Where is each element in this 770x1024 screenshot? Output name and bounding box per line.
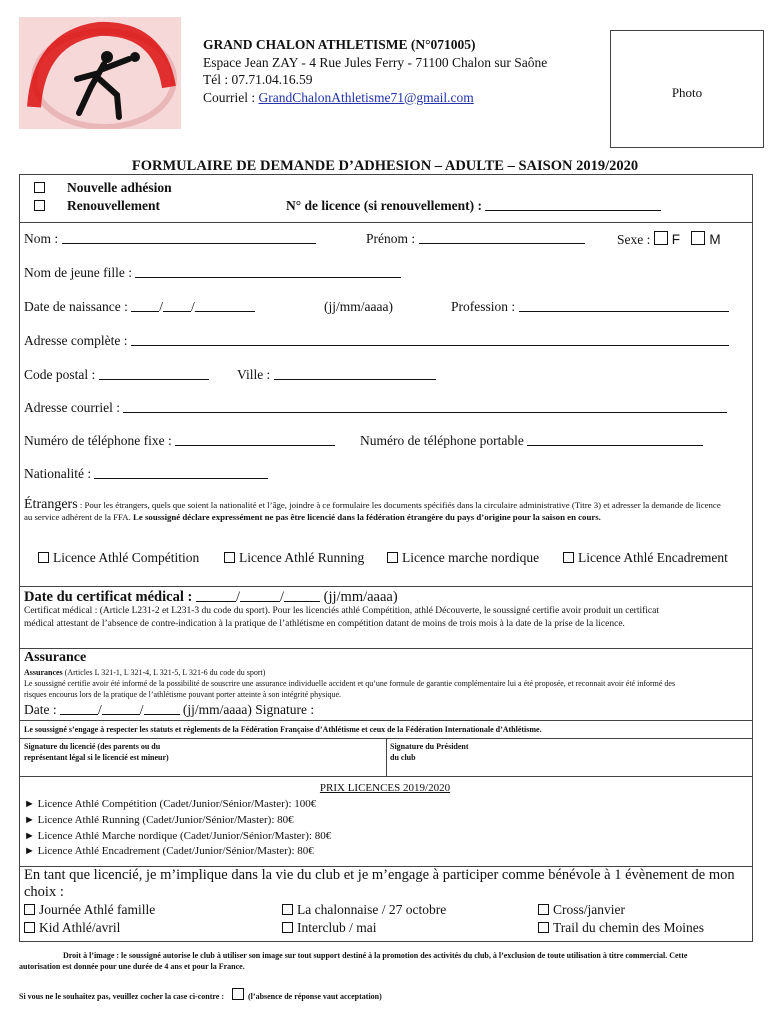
opt-out-label: Si vous ne le souhaitez pas, veuillez cocher la case ci-contre : — [19, 992, 225, 1001]
renewal-option[interactable] — [34, 198, 160, 214]
nom-field[interactable] — [24, 231, 316, 247]
prix-item-label: Licence Athlé Running (Cadet/Junior/Sénior/Master): 80€ — [37, 813, 294, 826]
club-email-link[interactable]: GrandChalonAthletisme71@gmail.com — [258, 89, 474, 105]
courriel-field[interactable] — [24, 400, 727, 416]
licence-competition-checkbox[interactable] — [38, 552, 49, 563]
licence-number-label: N° de licence (si renouvellement) : — [286, 198, 486, 213]
birth-year-blank[interactable] — [195, 299, 255, 312]
assurance-ref-bold: Assurances — [24, 668, 63, 677]
code-postal-field[interactable] — [24, 367, 209, 383]
arrow-right-icon: ► — [24, 798, 35, 810]
licence-number-field[interactable] — [286, 198, 661, 214]
licence-competition-label: Licence Athlé Compétition — [53, 550, 200, 565]
profession-field[interactable] — [451, 299, 729, 315]
divider — [19, 222, 753, 223]
licence-encadrement-checkbox[interactable] — [563, 552, 574, 563]
tel-portable-label: Numéro de téléphone portable — [360, 433, 528, 448]
licence-running-checkbox[interactable] — [224, 552, 235, 563]
licence-option-marche[interactable] — [387, 550, 539, 566]
renewal-checkbox[interactable] — [34, 200, 45, 211]
nom-blank[interactable] — [62, 231, 316, 244]
prix-item-label: Licence Athlé Encadrement (Cadet/Junior/Sénior/Master): 80€ — [37, 845, 314, 858]
arrow-right-icon: ► — [24, 813, 35, 826]
prix-item-label: Licence Athlé Compétition (Cadet/Junior/Sénior/Master): 100€ — [37, 798, 317, 810]
event-option[interactable] — [538, 902, 625, 918]
certificat-date-field[interactable]: Date du certificat médical : / / (jj/mm/aaaa) — [24, 589, 398, 605]
event-checkbox[interactable] — [538, 904, 549, 915]
etrangers-label: Étrangers — [24, 497, 78, 512]
event-option[interactable] — [282, 902, 446, 918]
opt-out-checkbox[interactable] — [232, 988, 244, 1000]
divider — [19, 648, 753, 649]
event-label: Kid Athlé/avril — [39, 920, 121, 935]
sexe-field — [617, 231, 721, 248]
divider — [19, 720, 753, 721]
cert-year-blank[interactable] — [284, 589, 320, 602]
tel-fixe-field[interactable] — [24, 433, 335, 449]
club-phone: Tél : 07.71.04.16.59 — [203, 72, 313, 87]
prix-list — [24, 797, 331, 860]
assurance-title: Assurance — [24, 650, 87, 665]
event-label: Interclub / mai — [297, 920, 377, 935]
event-label: Cross/janvier — [553, 902, 625, 917]
event-label: La chalonnaise / 27 octobre — [297, 902, 447, 917]
assurance-date-field[interactable]: Date : / / (jj/mm/aaaa) Signature : — [24, 702, 315, 717]
assur-day-blank[interactable] — [60, 702, 98, 715]
cert-month-blank[interactable] — [240, 589, 280, 602]
droit-image-text: Droit à l’image : le soussigné autorise le club à utiliser son image sur tout support destiné à la promotion des activités du club, à l’exclusion de toute utilisation à titre commercial. Cette autorisation est donnée pour une durée de 4 ans et pour la France. — [19, 951, 688, 971]
code-postal-label: Code postal : — [24, 367, 99, 382]
new-membership-checkbox[interactable] — [34, 182, 45, 193]
ville-label: Ville : — [237, 367, 274, 382]
tel-portable-field[interactable] — [360, 433, 703, 449]
prix-item — [24, 797, 331, 813]
birth-day-blank[interactable] — [131, 299, 159, 312]
event-checkbox[interactable] — [24, 904, 35, 915]
prix-item-label: Licence Athlé Marche nordique (Cadet/Junior/Sénior/Master): 80€ — [37, 829, 332, 842]
nom-jeune-fille-blank[interactable] — [135, 265, 401, 278]
club-logo — [19, 17, 181, 129]
signature-president[interactable]: Signature du Président du club — [390, 742, 469, 762]
date-naissance-field[interactable]: Date de naissance : / / — [24, 299, 255, 315]
sexe-f-label: F — [671, 232, 680, 247]
event-option[interactable] — [24, 920, 120, 936]
assurance-text: Le soussigné certifie avoir été informé de la possibilité de souscrire une assurance individuelle accident et qu’une formule de garantie complémentaire lui a été proposée, et reconnait avoir été informé des risques encourus lors de la pratique de l’athlétisme pouvant porter atteinte à son intégrité physique. — [24, 679, 676, 699]
event-checkbox[interactable] — [282, 904, 293, 915]
event-checkbox[interactable] — [282, 922, 293, 933]
club-email-label: Courriel : — [203, 89, 259, 105]
sexe-label: Sexe : — [617, 232, 654, 247]
club-logo-graphic — [19, 17, 181, 129]
divider — [19, 776, 753, 777]
prenom-field[interactable] — [366, 231, 585, 247]
photo-box[interactable]: Photo — [610, 30, 764, 148]
adresse-field[interactable] — [24, 333, 729, 349]
prenom-label: Prénom : — [366, 231, 419, 246]
assur-year-blank[interactable] — [144, 702, 180, 715]
prix-item — [24, 829, 331, 845]
prix-item — [24, 813, 331, 829]
assurance-ref: (Articles L 321-1, L 321-4, L 321-5, L 321-6 du code du sport) — [62, 668, 266, 677]
event-option[interactable] — [538, 920, 704, 936]
nom-label: Nom : — [24, 231, 62, 246]
licence-option-competition[interactable] — [38, 550, 199, 566]
licence-encadrement-label: Licence Athlé Encadrement — [578, 550, 728, 565]
event-label: Trail du chemin des Moines — [553, 920, 704, 935]
licence-number-blank[interactable] — [485, 198, 661, 211]
event-checkbox[interactable] — [24, 922, 35, 933]
signature-licencie[interactable]: Signature du licencié (des parents ou du représentant légal si le licencié est mineur) — [24, 742, 169, 762]
tel-portable-blank[interactable] — [527, 433, 703, 446]
licence-marche-label: Licence marche nordique — [402, 550, 540, 565]
assurance-notice — [24, 667, 684, 700]
event-checkbox[interactable] — [538, 922, 549, 933]
date-naissance-format: (jj/mm/aaaa) — [324, 299, 393, 314]
event-option[interactable] — [24, 902, 155, 918]
new-membership-label: Nouvelle adhésion — [67, 180, 172, 195]
birth-month-blank[interactable] — [163, 299, 191, 312]
opt-out-row — [19, 988, 382, 1002]
engagement-text: Le soussigné s’engage à respecter les statuts et règlements de la Fédération Française d’Athlétisme et ceux de la Fédération Internationale d’Athlétisme. — [24, 725, 542, 734]
courriel-label: Adresse courriel : — [24, 400, 124, 415]
prix-item — [24, 844, 331, 860]
etrangers-text: : Pour les étrangers, quels que soient la nationalité et l’âge, joindre à ce formulaire les documents spécifiés dans la circulaire administrative (Titre 3) et adresser la demande de licence au service adhérent de la FFA. — [24, 500, 721, 522]
ville-field[interactable] — [237, 367, 436, 383]
tel-fixe-blank[interactable] — [175, 433, 335, 446]
certificat-text: Certificat médical : (Article L231-2 et L231-3 du code du sport). Pour les licenciés athlé Compétition, athlé Découverte, le soussigné certifie avoir produit un certificat médical attestant de l’absence de contre-indication à la pratique de l’athlétisme en compétition datant de moins de trois mois à la date de la prise de la licence. — [24, 606, 659, 629]
signature-divider — [386, 738, 387, 776]
new-membership-option[interactable] — [34, 180, 172, 196]
club-address: Espace Jean ZAY - 4 Rue Jules Ferry - 71100 Chalon sur Saône — [203, 54, 548, 70]
certificat-date-format: (jj/mm/aaaa) — [320, 589, 398, 605]
nationalite-label: Nationalité : — [24, 466, 95, 481]
event-option[interactable] — [282, 920, 376, 936]
event-label: Journée Athlé famille — [39, 902, 156, 917]
etrangers-declaration: Le soussigné déclare expressément ne pas être licencié dans la fédération étrangère du pays d’origine pour la saison en cours. — [133, 512, 601, 522]
certificat-title: Date du certificat médical : — [24, 589, 196, 605]
prix-title: PRIX LICENCES 2019/2020 — [319, 782, 451, 794]
tel-fixe-label: Numéro de téléphone fixe : — [24, 433, 176, 448]
adresse-label: Adresse complète : — [24, 333, 131, 348]
date-naissance-label: Date de naissance : — [24, 299, 132, 314]
arrow-right-icon: ► — [24, 845, 35, 858]
profession-blank[interactable] — [519, 299, 729, 312]
licence-option-encadrement[interactable] — [563, 550, 728, 566]
courriel-blank[interactable] — [123, 400, 727, 413]
benevole-text: En tant que licencié, je m’implique dans la vie du club et je m’engage à participer comme bénévole à 1 évènement de mon choix : — [24, 867, 735, 900]
cert-day-blank[interactable] — [196, 589, 236, 602]
club-name: GRAND CHALON ATHLETISME (N°071005) — [203, 37, 476, 52]
adresse-blank[interactable] — [131, 333, 729, 346]
nom-jeune-fille-field[interactable] — [24, 265, 401, 281]
licence-marche-checkbox[interactable] — [387, 552, 398, 563]
sexe-f-checkbox[interactable] — [654, 231, 668, 245]
form-title: FORMULAIRE DE DEMANDE D’ADHESION – ADULTE – SAISON 2019/2020 — [131, 158, 639, 174]
code-postal-blank[interactable] — [99, 367, 209, 380]
club-header — [203, 36, 547, 106]
assurance-date-label: Date : — [24, 702, 60, 717]
assur-month-blank[interactable] — [102, 702, 140, 715]
licence-running-label: Licence Athlé Running — [239, 550, 365, 565]
nationalite-blank[interactable] — [94, 466, 268, 479]
arrow-right-icon: ► — [24, 829, 35, 842]
profession-label: Profession : — [451, 299, 519, 314]
opt-out-note: (l’absence de réponse vaut acceptation) — [248, 992, 382, 1001]
renewal-label: Renouvellement — [67, 198, 160, 213]
nom-jeune-fille-label: Nom de jeune fille : — [24, 265, 136, 280]
sexe-m-checkbox[interactable] — [691, 231, 705, 245]
nationalite-field[interactable] — [24, 466, 268, 482]
divider — [19, 586, 753, 587]
ville-blank[interactable] — [274, 367, 436, 380]
prenom-blank[interactable] — [419, 231, 585, 244]
assurance-date-format: (jj/mm/aaaa) Signature : — [179, 702, 315, 717]
etrangers-notice — [24, 499, 724, 523]
licence-option-running[interactable] — [224, 550, 364, 566]
sexe-m-label: M — [709, 232, 721, 247]
